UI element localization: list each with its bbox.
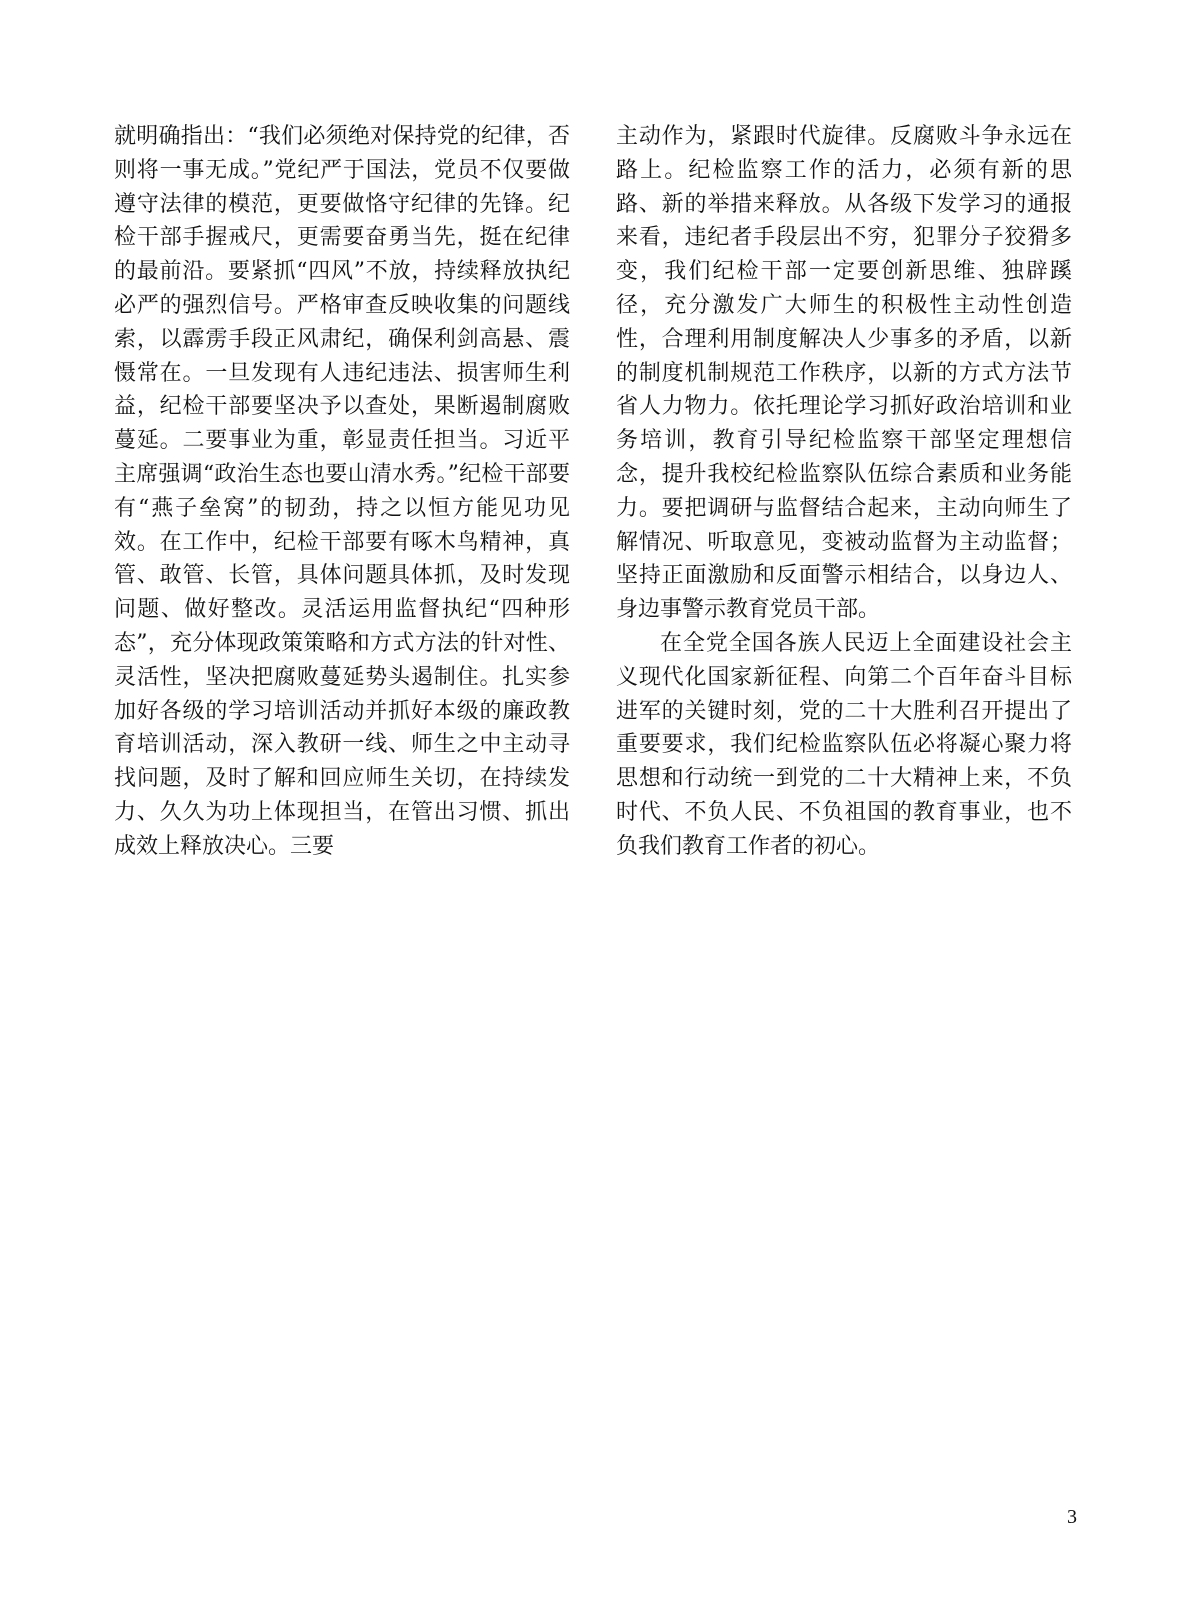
left-text-column: [114, 120, 570, 864]
closing-paragraph: 在全党全国各族人民迈上全面建设社会主义现代化国家新征程、向第二个百年奋斗目标进军的关键时刻，党的二十大胜利召开提出了重要要求，我们纪检监察队伍必将凝心聚力将思想和行动统一到党的二十大精神上来，不负时代、不负人民、不负祖国的教育事业，也不负我们教育工作者的初心。: [616, 630, 1072, 859]
right-text-column: [616, 120, 1072, 864]
body-paragraph: 就明确指出：“我们必须绝对保持党的纪律，否则将一事无成。”党纪严于国法，党员不仅要做遵守法律的模范，更要做恪守纪律的先锋。纪检干部手握戒尺，更需要奋勇当先，挺在纪律的最前沿。要紧抓“四风”不放，持续释放执纪必严的强烈信号。严格审查反映收集的问题线索，以霹雳手段正风肃纪，确保利剑高悬、震慑常在。一旦发现有人违纪违法、损害师生利益，纪检干部要坚决予以查处，果断遏制腐败蔓延。二要事业为重，彰显责任担当。习近平主席强调“政治生态也要山清水秀。”纪检干部要有“燕子垒窝”的韧劲，持之以恒方能见功见效。在工作中，纪检干部要有啄木鸟精神，真管、敢管、长管，具体问题具体抓，及时发现问题、做好整改。灵活运用监督执纪“四种形态”，充分体现政策策略和方式方法的针对性、灵活性，坚决把腐败蔓延势头遏制住。扎实参加好各级的学习培训活动并抓好本级的廉政教育培训活动，深入教研一线、师生之中主动寻找问题，及时了解和回应师生关切，在持续发力、久久为功上体现担当，在管出习惯、抓出成效上释放决心。三要: [114, 124, 570, 859]
body-paragraph: 主动作为，紧跟时代旋律。反腐败斗争永远在路上。纪检监察工作的活力，必须有新的思路、新的举措来释放。从各级下发学习的通报来看，违纪者手段层出不穷，犯罪分子狡猾多变，我们纪检干部一定要创新思维、独辟蹊径，充分激发广大师生的积极性主动性创造性，合理利用制度解决人少事多的矛盾，以新的制度机制规范工作秩序，以新的方式方法节省人力物力。依托理论学习抓好政治培训和业务培训，教育引导纪检监察干部坚定理想信念，提升我校纪检监察队伍综合素质和业务能力。要把调研与监督结合起来，主动向师生了解情况、听取意见，变被动监督为主动监督；坚持正面激励和反面警示相结合，以身边人、身边事警示教育党员干部。: [616, 124, 1072, 623]
page-number: 3: [1067, 1506, 1077, 1528]
